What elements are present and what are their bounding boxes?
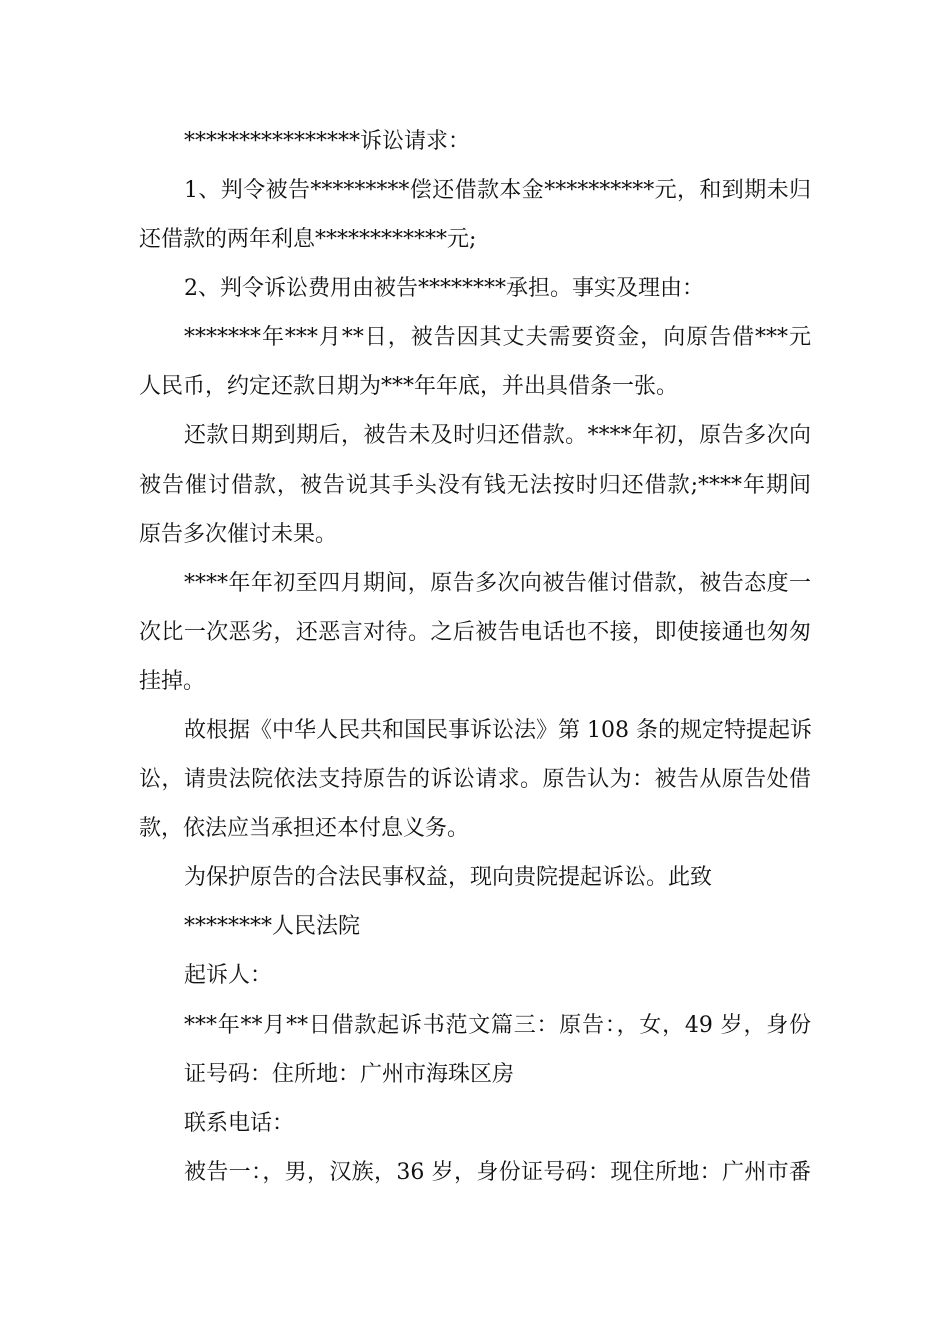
text-line: ********人民法院 — [184, 914, 361, 939]
text-line: ***年**月**日借款起诉书范文篇三：原告：，女，49 岁，身份 — [184, 1013, 811, 1038]
text-line: 还借款的两年利息************元; — [139, 227, 477, 252]
text-line: *******年***月**日，被告因其丈夫需要资金，向原告借***元 — [184, 325, 811, 350]
text-line: 证号码：住所地：广州市海珠区房 — [184, 1062, 515, 1087]
text-line: 为保护原告的合法民事权益，现向贵院提起诉讼。此致 — [184, 865, 713, 890]
text-line: 挂掉。 — [139, 669, 206, 694]
text-line: 2、判令诉讼费用由被告********承担。事实及理由： — [184, 276, 704, 301]
text-line: 联系电话： — [184, 1111, 295, 1136]
text-line: 讼，请贵法院依法支持原告的诉讼请求。原告认为：被告从原告处借 — [139, 767, 811, 792]
text-line: 款，依法应当承担还本付息义务。 — [139, 816, 470, 841]
text-line: 被告一：，男，汉族，36 岁，身份证号码：现住所地：广州市番 — [184, 1160, 811, 1185]
text-line: 被告催讨借款，被告说其手头没有钱无法按时归还借款;****年期间 — [139, 473, 811, 498]
text-line: ****************诉讼请求： — [184, 129, 471, 154]
text-line: ****年年初至四月期间，原告多次向被告催讨借款，被告态度一 — [184, 571, 811, 596]
text-line: 故根据《中华人民共和国民事诉讼法》第 108 条的规定特提起诉 — [184, 718, 812, 743]
text-line: 人民币，约定还款日期为***年年底，并出具借条一张。 — [139, 374, 679, 399]
text-line: 起诉人： — [184, 963, 273, 988]
text-line: 还款日期到期后，被告未及时归还借款。****年初，原告多次向 — [184, 423, 811, 448]
text-line: 原告多次催讨未果。 — [139, 522, 338, 547]
text-line: 次比一次恶劣，还恶言对待。之后被告电话也不接，即使接通也匆匆 — [139, 620, 811, 645]
text-line: 1、判令被告*********偿还借款本金**********元，和到期未归 — [184, 178, 811, 203]
